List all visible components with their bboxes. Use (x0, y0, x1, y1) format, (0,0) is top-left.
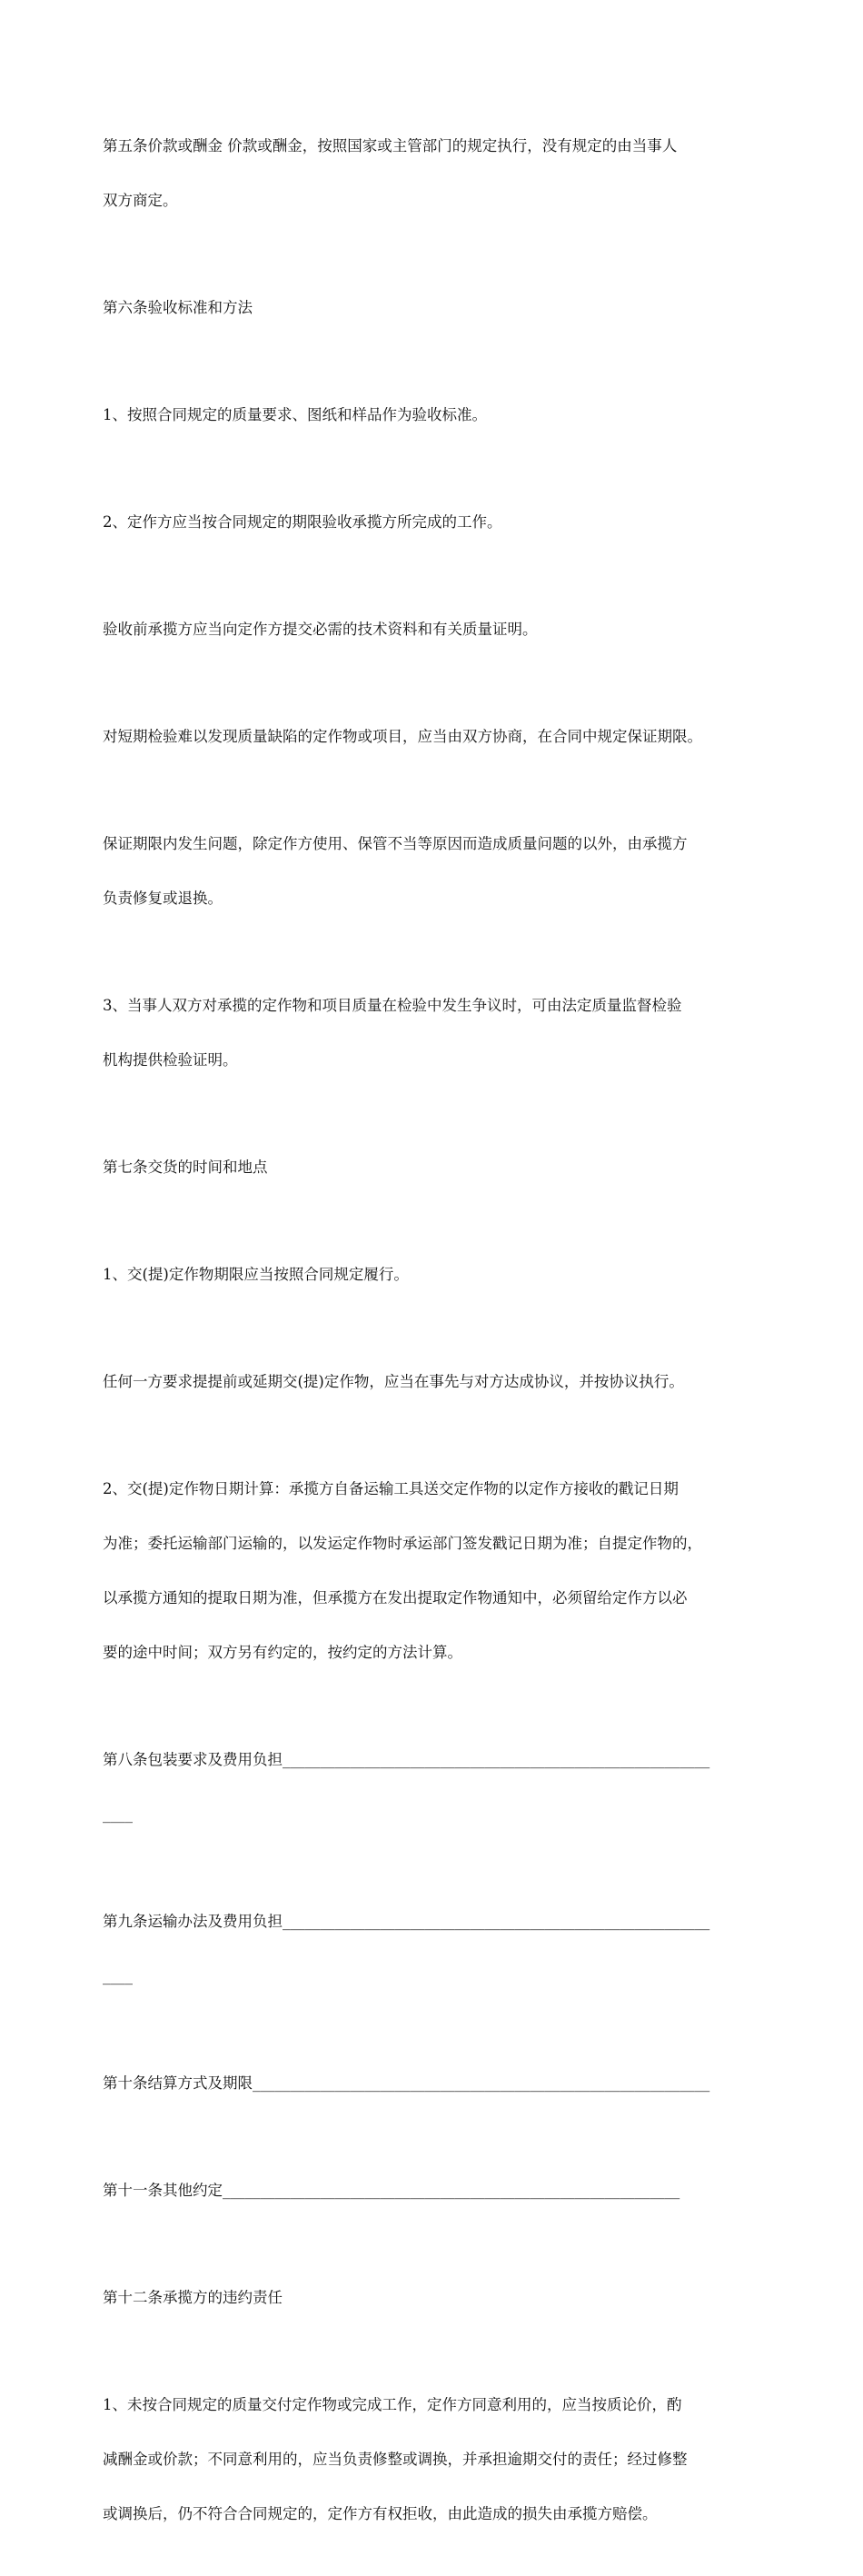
text-line: 第十二条承揽方的违约责任 (103, 2289, 283, 2306)
paragraph-liability-quality (103, 2360, 775, 2560)
field-article-8-packaging[interactable] (103, 1715, 775, 1860)
text-line: 第六条验收标准和方法 (103, 299, 253, 316)
paragraph-warranty-repair (103, 799, 775, 944)
field-article-9-transport[interactable] (103, 1876, 775, 2022)
field-article-11-other[interactable] (103, 2145, 775, 2236)
paragraph-article-5-price (103, 101, 775, 246)
text-line: 第十条结算方式及期限_____________________________________________________________ (103, 2074, 710, 2092)
heading-article-7-delivery (103, 1122, 775, 1213)
text-line: 双方商定。 (103, 192, 178, 209)
text-line: ____ (103, 1967, 133, 1984)
paragraph-quality-dispute (103, 960, 775, 1106)
text-line: 3、当事人双方对承揽的定作物和项目质量在检验中发生争议时，可由法定质量监督检验 (103, 997, 682, 1014)
text-line: 1、未按合同规定的质量交付定作物或完成工作，定作方同意利用的，应当按质论价，酌 (103, 2396, 682, 2413)
text-line: 第九条运输办法及费用负担_________________________________________________________ (103, 1913, 710, 1930)
text-line: 为准；委托运输部门运输的，以发运定作物时承运部门签发戳记日期为准；自提定作物的， (103, 1535, 702, 1552)
text-line: 机构提供检验证明。 (103, 1051, 238, 1069)
text-line: ____ (103, 1805, 133, 1823)
text-line: 对短期检验难以发现质量缺陷的定作物或项目，应当由双方协商，在合同中规定保证期限。 (103, 728, 702, 745)
text-line: 1、按照合同规定的质量要求、图纸和样品作为验收标准。 (103, 406, 487, 423)
text-line: 2、交(提)定作物日期计算：承揽方自备运输工具送交定作物的以定作方接收的戳记日期 (103, 1480, 679, 1497)
text-line: 任何一方要求提提前或延期交(提)定作物，应当在事先与对方达成协议，并按协议执行。 (103, 1373, 684, 1390)
text-line: 负责修复或退换。 (103, 890, 223, 907)
contract-document-page (103, 101, 775, 2576)
text-line: 第五条价款或酬金 价款或酬金，按照国家或主管部门的规定执行，没有规定的由当事人 (103, 137, 678, 154)
paragraph-delivery-change (103, 1337, 775, 1427)
text-line: 保证期限内发生问题，除定作方使用、保管不当等原因而造成质量问题的以外，由承揽方 (103, 835, 688, 852)
text-line: 以承揽方通知的提取日期为准，但承揽方在发出提取定作物通知中，必须留给定作方以必 (103, 1589, 688, 1606)
heading-article-12-liability (103, 2253, 775, 2343)
paragraph-acceptance-deadline (103, 477, 775, 568)
field-article-10-settlement[interactable] (103, 2038, 775, 2129)
paragraph-technical-documents (103, 584, 775, 675)
text-line: 验收前承揽方应当向定作方提交必需的技术资料和有关质量证明。 (103, 621, 538, 638)
text-line: 要的途中时间；双方另有约定的，按约定的方法计算。 (103, 1644, 462, 1661)
paragraph-delivery-date-calc (103, 1444, 775, 1698)
text-line: 第八条包装要求及费用负担_________________________________________________________ (103, 1751, 710, 1768)
text-line: 第十一条其他约定_____________________________________________________________ (103, 2182, 680, 2199)
paragraph-delivery-term (103, 1229, 775, 1320)
paragraph-acceptance-standard (103, 370, 775, 461)
text-line: 2、定作方应当按合同规定的期限验收承揽方所完成的工作。 (103, 513, 502, 531)
heading-article-6-acceptance (103, 263, 775, 353)
paragraph-warranty-period (103, 691, 775, 782)
text-line: 1、交(提)定作物期限应当按照合同规定履行。 (103, 1266, 409, 1283)
text-line: 第七条交货的时间和地点 (103, 1159, 268, 1176)
text-line: 减酬金或价款；不同意利用的，应当负责修整或调换，并承担逾期交付的责任；经过修整 (103, 2451, 688, 2468)
text-line: 或调换后，仍不符合合同规定的，定作方有权拒收，由此造成的损失由承揽方赔偿。 (103, 2505, 658, 2522)
